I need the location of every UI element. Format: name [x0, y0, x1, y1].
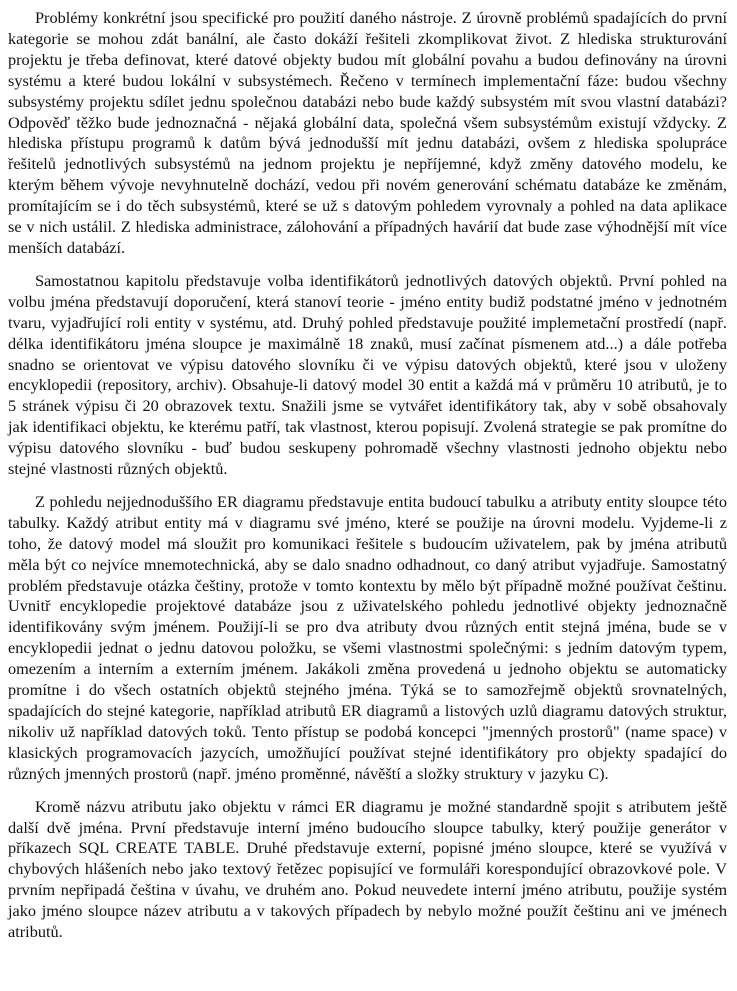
paragraph-4: Kromě názvu atributu jako objektu v rámci ER diagramu je možné standardně spojit s atributem ještě další dvě jména. První představuje interní jméno budoucího sloupce tabulky, který použije generátor v příkazech SQL CREATE TABLE. Druhé představuje externí, popisné jméno sloupce, které se využívá v chybových hlášeních nebo jako textový řetězec popisující ve formuláři korespondující obrazovkové pole. V prvním nepřipadá čeština v úvahu, ve druhém ano. Pokud neuvedete interní jméno atributu, použije systém jako jméno sloupce název atributu a v takových případech by nebylo možné použít češtinu ani ve jménech atributů.: [8, 796, 727, 942]
paragraph-3: Z pohledu nejjednoduššího ER diagramu představuje entita budoucí tabulku a atributy entity sloupce této tabulky. Každý atribut entity má v diagramu své jméno, které se použije na úrovni modelu. Vyjdeme-li z toho, že datový model má sloužit pro komunikaci řešitele s budoucím uživatelem, pak by jména atributů měla být co nejvíce mnemotechnická, aby se dalo snadno odhadnout, co daný atribut vyjadřuje. Samostatný problém představuje otázka češtiny, protože v tomto kontextu by mělo být případně možné používat češtinu. Uvnitř encyklopedie projektové databáze jsou z uživatelského pohledu jednotlivé objekty jednoznačně identifikovány svým jménem. Použijí-li se pro dva atributy dvou různých entit stejná jména, bude se v encyklopedii jednat o jednu datovou položku, se všemi vlastnostmi společnými: s jedním datovým typem, omezením a interním a externím jménem. Jakákoli změna provedená u jednoho objektu se automaticky promítne i do všech ostatních objektů stejného jména. Týká se to samozřejmě objektů srovnatelných, spadajících do stejné kategorie, například atributů ER diagramů a listových uzlů diagramu datových struktur, nikoliv už například datových toků. Tento přístup se podobá koncepci "jmenných prostorů" (name space) v klasických programovacích jazycích, umožňující používat stejné identifikátory pro objekty spadající do různých jmenných prostorů (např. jméno proměnné, návěští a složky struktury v jazyku C).: [8, 491, 727, 783]
paragraph-1: Problémy konkrétní jsou specifické pro použití daného nástroje. Z úrovně problémů spadajících do první kategorie se mohou zdát banální, ale často dokáží řešiteli zkomplikovat život. Z hlediska strukturování projektu je třeba definovat, které datové objekty budou mít globální povahu a budou definovány na úrovni systému a které budou lokální v subsystémech. Řečeno v termínech implementační fáze: budou všechny subsystémy projektu sdílet jednu společnou databázi nebo bude každý subsystém mít svou vlastní databázi? Odpověď těžko bude jednoznačná - nějaká globální data, společná všem subsystémům existují vždycky. Z hlediska přístupu programů k datům bývá jednodušší mít jednu databázi, ovšem z hlediska spolupráce řešitelů jednotlivých subsystémů na jednom projektu je nepříjemné, když změny datového modelu, ke kterým během vývoje nevyhnutelně dochází, vedou při novém generování schématu databáze ke změnám, promítajícím se i do těch subsystémů, které se už s datovým pohledem vyrovnaly a pohled na data aplikace se v nich ustálil. Z hlediska administrace, zálohování a případných havárií dat bude zase výhodnější mít více menších databází.: [8, 8, 727, 257]
paragraph-2: Samostatnou kapitolu představuje volba identifikátorů jednotlivých datových objektů. První pohled na volbu jména představují doporučení, která stanoví teorie - jméno entity budiž podstatné jméno v jednotném tvaru, vyjadřující roli entity v systému, atd. Druhý pohled představuje použité implemetační prostředí (např. délka identifikátoru jména sloupce je maximálně 18 znaků, musí začínat písmenem atd...) a dále potřeba snadno se orientovat ve výpisu datového slovníku či ve výpisu datových objektů, které jsou v uloženy encyklopedii (repository, archiv). Obsahuje-li datový model 30 entit a každá má v průměru 10 atributů, je to 5 stránek výpisu či 20 obrazovek textu. Snažili jsme se vytvářet identifikátory tak, aby v sobě obsahovaly jak identifikaci objektu, ke kterému patří, tak vlastnost, kterou popisují. Zvolená strategie se pak promítne do výpisu datového slovníku - buď budou seskupeny pohromadě všechny vlastnosti jednoho objektu nebo stejné vlastnosti různých objektů.: [8, 270, 727, 479]
